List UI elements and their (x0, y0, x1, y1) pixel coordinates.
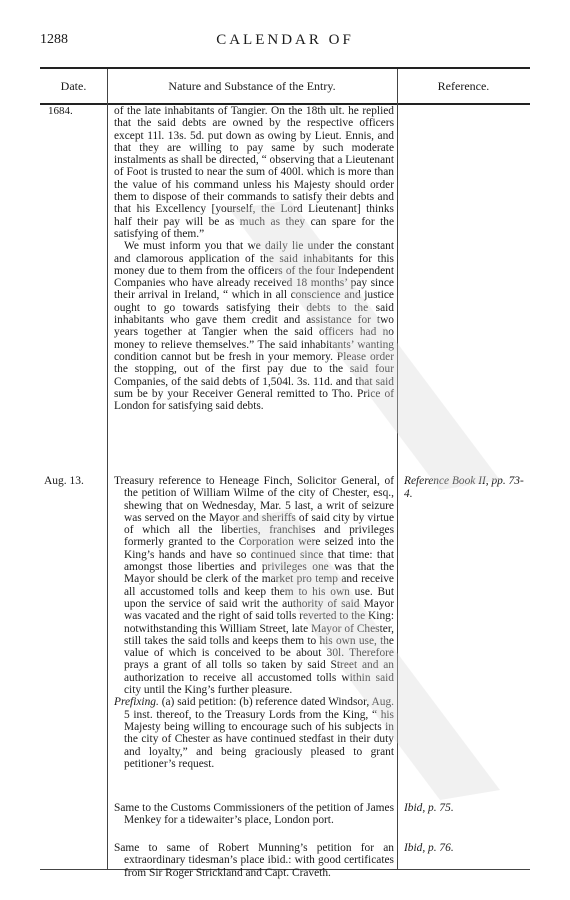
entry-text (114, 842, 394, 879)
calendar-table (40, 67, 530, 879)
entry-reference: Ibid, p. 76. (404, 842, 454, 854)
year-label: 1684. (48, 105, 73, 117)
page-number: 1288 (40, 32, 68, 47)
entry-text (114, 475, 394, 770)
column-header-nature: Nature and Substance of the Entry. (168, 79, 336, 93)
column-header-date: Date. (60, 79, 87, 93)
entry-paragraph: We must inform you that we daily lie under the constant and clamorous application of the said inhabitants for this money due to them from the officers of the four Independent Companies who have already received 18 months’ pay since their arrival in Ireland, “ which in all conscience and justice ought to go towards satisfying their debts to the said inhabitants who gave them credit and assistance for two years together at Tangier when the said officers had no money to relieve themselves.” The said inhabitants’ wanting condition cannot but be fresh in your memory. Please order the stopping, out of the first pay due to the said four Companies, of the said debts of 1,504l. 3s. 11d. and that said sum be by your Receiver General remitted to Tho. Price of London for satisfying said debts. (114, 240, 394, 413)
entry-paragraph: Same to same of Robert Munning’s petition for an extraordinary tidesman’s place ibid.: with good certificates from Sir Roger Strickland and Capt. Craveth. (114, 842, 394, 879)
column-divider-reference (397, 69, 398, 869)
column-header-reference: Reference. (437, 79, 490, 93)
entry-paragraph: Same to the Customs Commissioners of the petition of James Menkey for a tidewaiter’s place, London port. (114, 802, 394, 827)
column-divider-date (107, 69, 108, 869)
running-title: CALENDAR OF (216, 32, 354, 48)
entry-paragraph: of the late inhabitants of Tangier. On the 18th ult. he replied that the said debts are owned by the respective officers except 11l. 13s. 5d. put down as owing by Lieut. Ennis, and that they are willing to pay same by such moderate instalments as shall be directed, “ observing that a Lieutenant of Foot is trusted to near the sum of 400l. which is more than the value of his command unless his Majesty should order them to dispose of their commands to satisfy their debts and that his Excellency [yourself, the Lord Lieutenant] thinks half their pay will be as much as they can spare for the satisfying of them.” (114, 105, 394, 240)
prefixing-text: (a) said petition: (b) reference dated Windsor, Aug. 5 inst. thereof, to the Treasury Lords from the King, “ his Majesty being willing to encourage such of his subjects in the city of Chester as have continued stedfast in their duty and loyalty,” and being graciously pleased to grant petitioner’s request. (124, 696, 394, 770)
column-header-row (40, 69, 530, 105)
prefixing-paragraph (114, 696, 394, 770)
entry-reference: Ibid, p. 75. (404, 802, 454, 814)
entry-reference: Reference Book II, pp. 73-4. (404, 475, 524, 500)
prefixing-label: Prefixing. (114, 696, 159, 709)
entry-paragraph: Treasury reference to Heneage Finch, Solicitor General, of the petition of William Wilme of the city of Chester, esq., shewing that on Wednesday, Mar. 5 last, a writ of seizure was served on the Mayor and sheriffs of said city by virtue of which all the liberties, franchises and privileges formerly granted to the Corporation were seized into the King’s hands and have so continued since that time: that amongst those liberties and privileges one was that the Mayor should be clerk of the market pro temp and receive all accustomed tolls and keep them to his own use. But upon the service of said writ the authority of said Mayor was vacated and the right of said tolls reverted to the King: notwithstanding this William Street, late Mayor of Chester, still takes the said tolls and keeps them to his own use, the value of which is conceived to be about 30l. Therefore prays a grant of all tolls so taken by said Street and an authorization to receive all accustomed tolls within said city until the King’s further pleasure. (114, 475, 394, 697)
page-header (40, 32, 530, 52)
entry-text (114, 105, 394, 412)
entry-text (114, 802, 394, 827)
entry-date: Aug. 13. (44, 475, 84, 487)
